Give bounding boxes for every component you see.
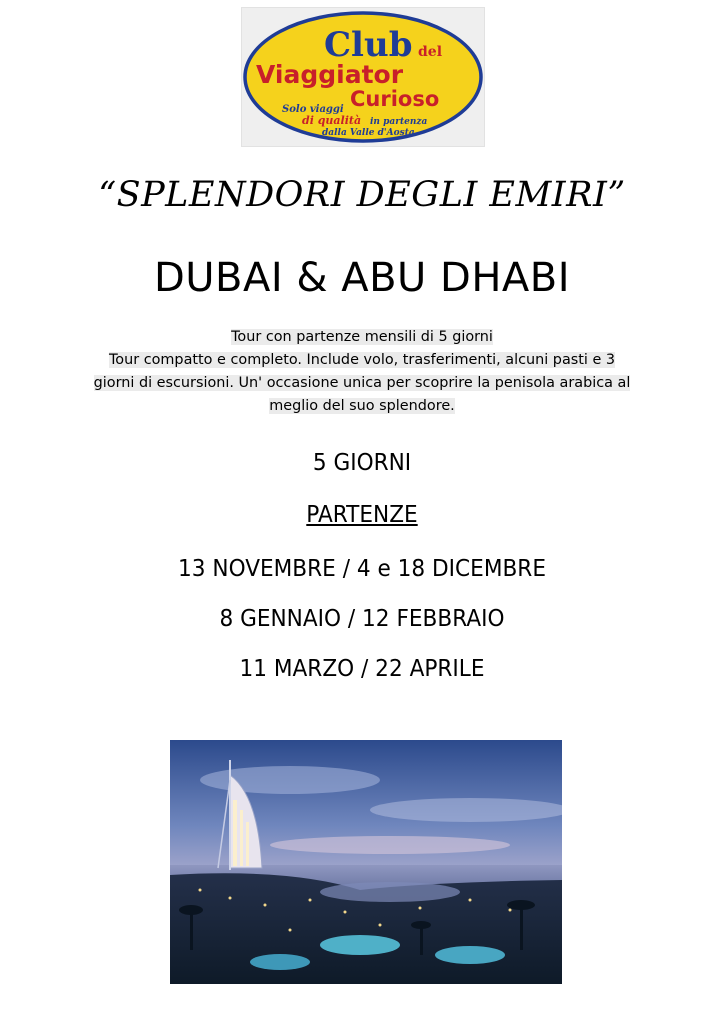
logo-line3: dalla Valle d'Aosta xyxy=(322,128,415,138)
logo-curioso-text: Curioso xyxy=(350,87,440,111)
logo-viaggiator-text: Viaggiator xyxy=(256,60,404,89)
description-line-4: meglio del suo splendore. xyxy=(269,398,455,414)
cloud xyxy=(270,836,510,854)
logo xyxy=(241,7,485,147)
logo-line2-b: in partenza xyxy=(370,117,428,127)
pool xyxy=(435,946,505,964)
dubai-photo xyxy=(170,740,562,984)
departure-line-2: 8 GENNAIO / 12 FEBBRAIO xyxy=(219,606,505,632)
pool xyxy=(250,954,310,970)
page-title: DUBAI & ABU DHABI xyxy=(153,255,571,301)
logo-del-text: del xyxy=(418,44,443,60)
cloud xyxy=(370,798,562,822)
logo-line2-a: di qualità xyxy=(302,114,362,127)
pool xyxy=(320,935,400,955)
description-line-3: giorni di escursioni. Un' occasione unica per scoprire la penisola arabica al xyxy=(93,375,631,391)
logo-club-text: Club xyxy=(324,25,413,65)
tour-description xyxy=(70,326,654,418)
logo-graphic xyxy=(242,8,484,146)
description-line-1: Tour con partenze mensili di 5 giorni xyxy=(231,329,493,345)
cloud xyxy=(200,766,380,794)
marina-water xyxy=(320,882,460,902)
logo-line1: Solo viaggi xyxy=(282,104,344,115)
departures-heading xyxy=(22,502,703,528)
dubai-skyline-image xyxy=(170,740,562,984)
departures-heading-text: PARTENZE xyxy=(306,502,418,528)
departure-line-3: 11 MARZO / 22 APRILE xyxy=(239,656,485,682)
departure-line-1: 13 NOVEMBRE / 4 e 18 DICEMBRE xyxy=(178,556,546,582)
tagline: “SPLENDORI DEGLI EMIRI” xyxy=(98,175,626,215)
duration: 5 GIORNI xyxy=(312,450,412,476)
description-line-2: Tour compatto e completo. Include volo, trasferimenti, alcuni pasti e 3 xyxy=(108,352,616,368)
